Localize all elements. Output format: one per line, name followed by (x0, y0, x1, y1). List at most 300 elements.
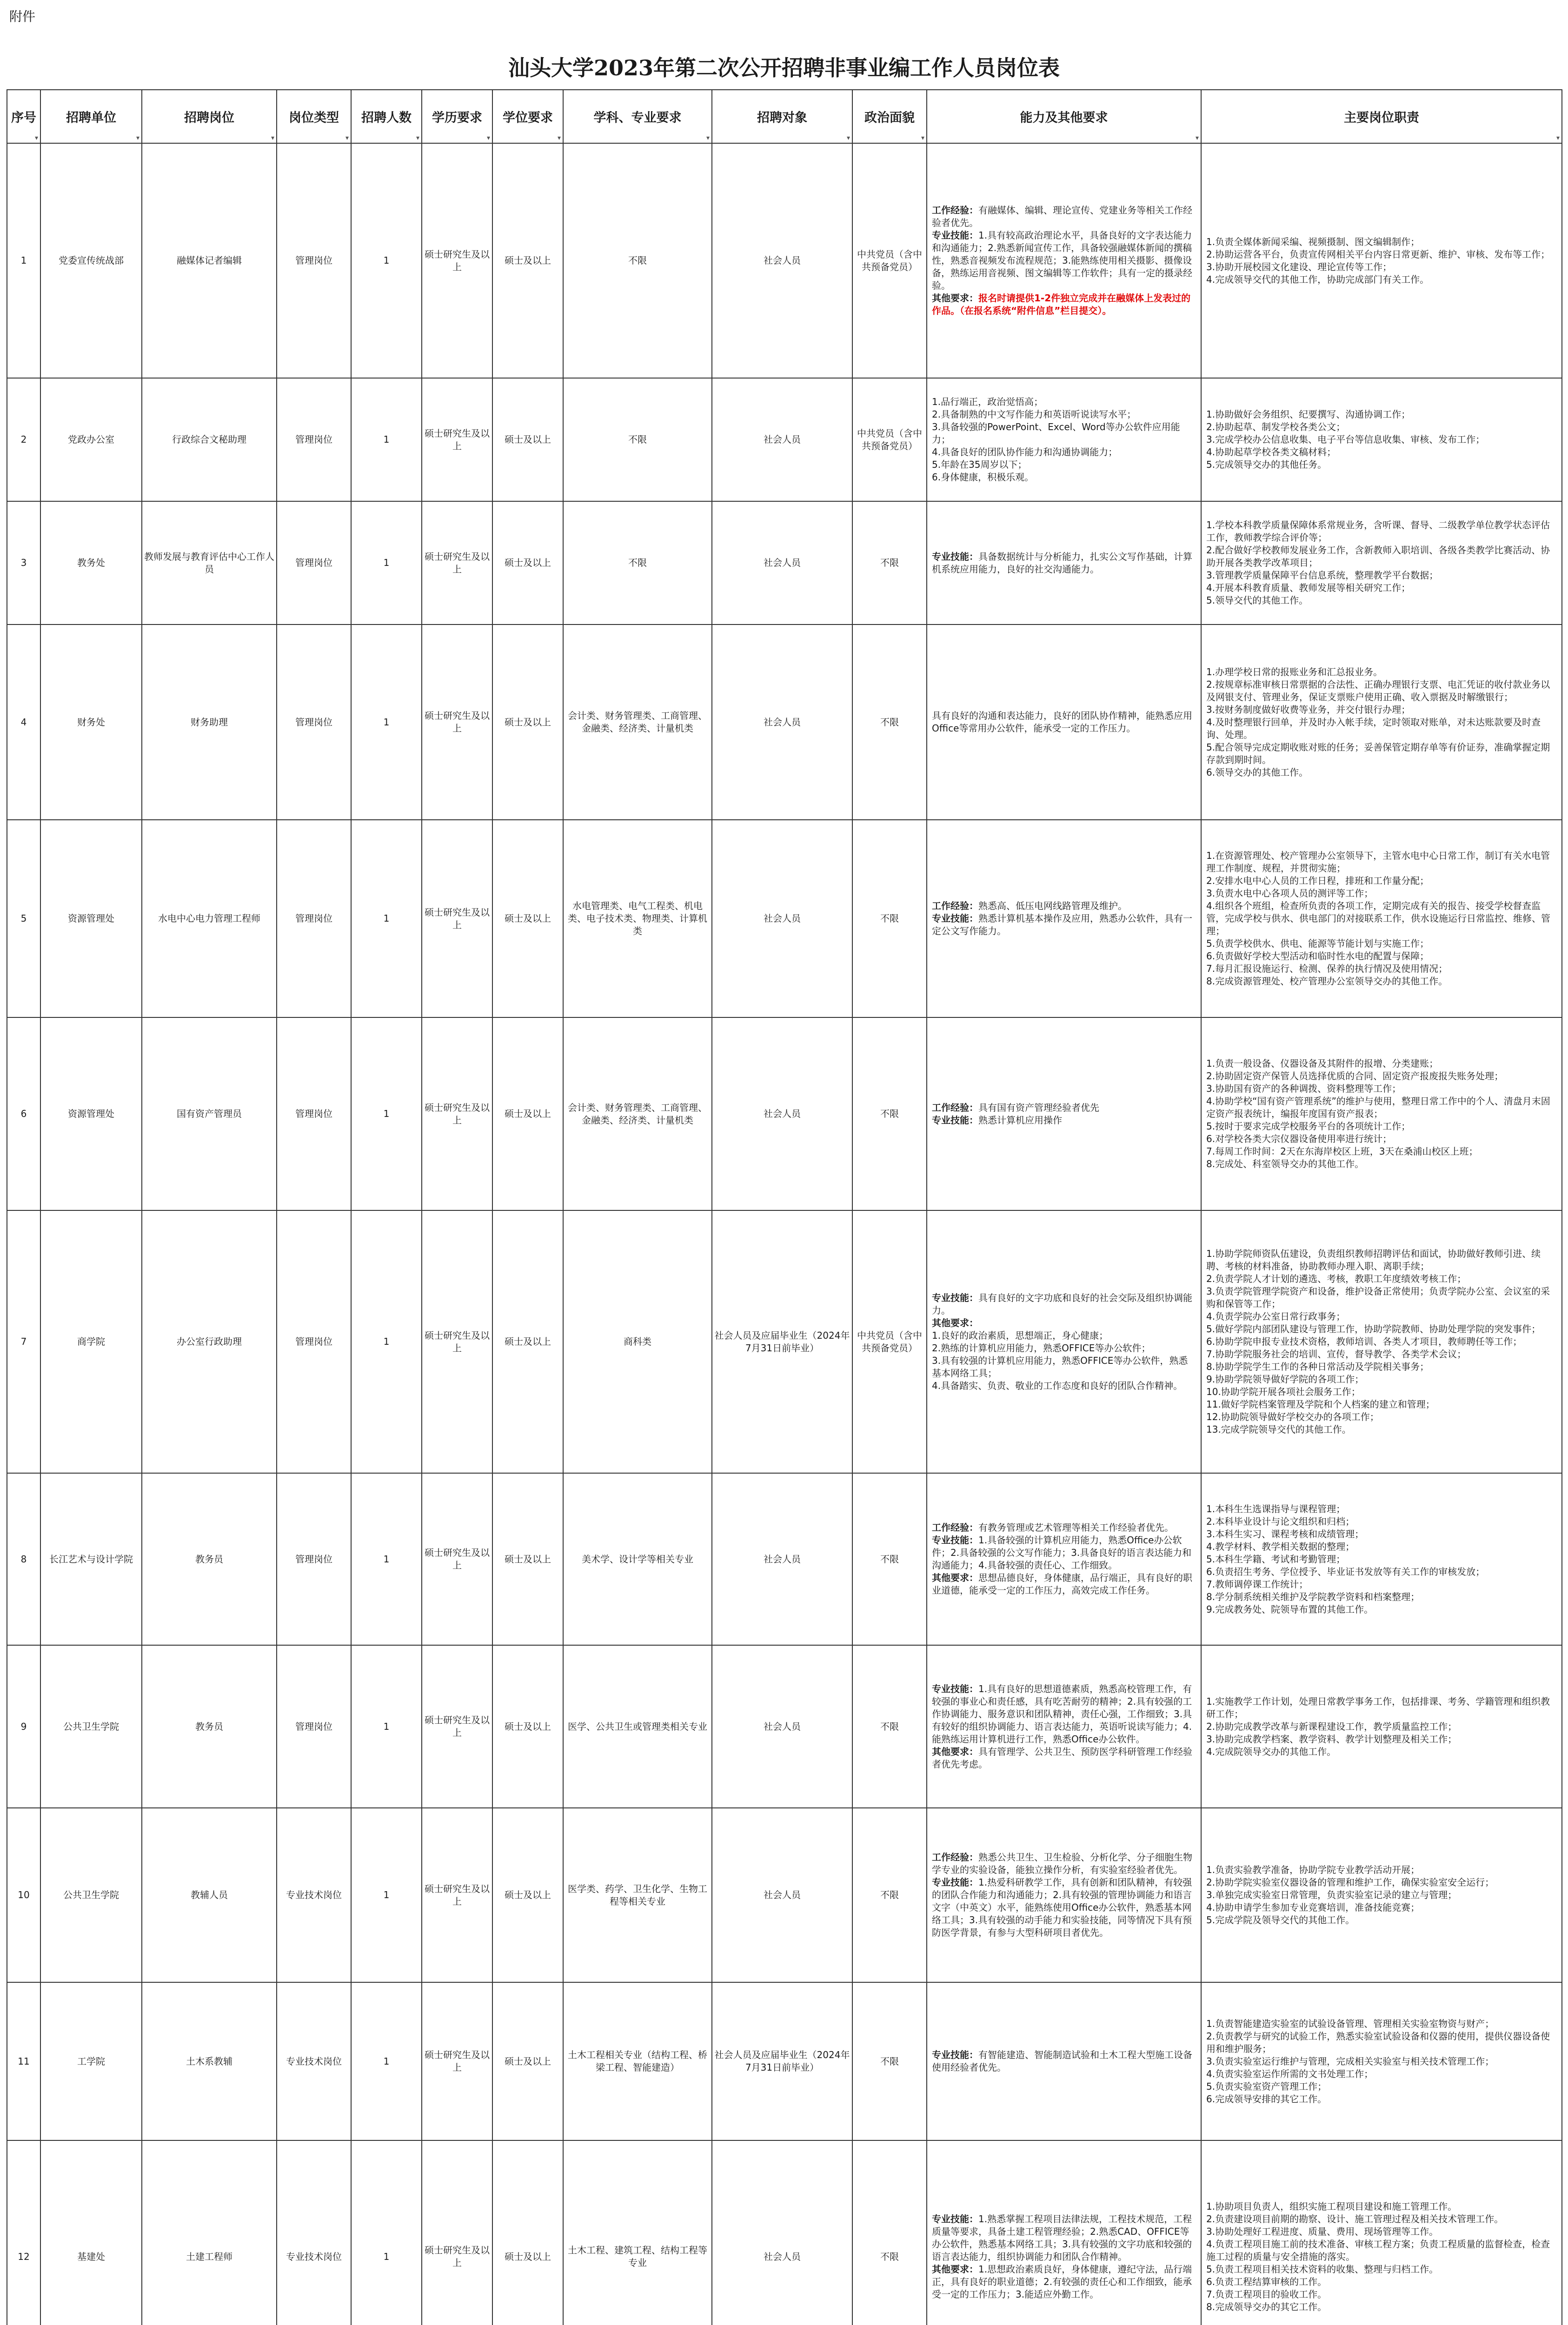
duty-line: 3.协助国有资产的各种调拨、资料整理等工作； (1206, 1083, 1402, 1094)
requirement-line (932, 1572, 1196, 1597)
cell-type[interactable]: 管理岗位 (277, 143, 351, 378)
requirement-text: 1.具有较高政治理论水平，具备良好的文字表达能力和沟通能力；2.熟悉新闻宣传工作，具备较强融媒体新闻的撰稿性，熟悉音视频发布流程规范；3.能熟练使用相关摄影、摄像设备，熟练运用音视频、图文编辑等工作软件；具有一定的摄录经验。 (932, 230, 1192, 291)
requirement-label: 专业技能： (932, 1292, 978, 1303)
cell-target[interactable]: 社会人员 (712, 143, 852, 378)
duty-line: 5.领导交代的其他工作。 (1206, 595, 1309, 606)
requirement-text: 1.熟悉掌握工程项目法律法规，工程技术规范，工程质量等要求，具备土建工程管理经验；2.熟悉CAD、OFFICE等办公软件，熟悉基本网络工具；3.具有较强的文字功底和较强的语言表达能力，组织协调能力和团队合作精神。 (932, 2213, 1192, 2262)
requirement-line (932, 1380, 1196, 1392)
cell-politics[interactable]: 不限 (852, 1473, 927, 1645)
duty-line: 13.完成学院领导交代的其他工作。 (1206, 1424, 1351, 1435)
duty-line: 1.负责实验教学准备，协助学院专业教学活动开展； (1206, 1864, 1420, 1875)
duty-line: 5.本科生学籍、考试和考勤管理； (1206, 1553, 1346, 1565)
cell-duties[interactable] (1201, 1982, 1562, 2140)
cell-politics[interactable]: 中共党员（含中共预备党员） (852, 1210, 927, 1473)
duty-line: 2.协助运营各平台，负责宣传网相关平台内容日常更新、维护、审核、发布等工作； (1206, 248, 1550, 260)
cell-requirements[interactable] (927, 624, 1201, 820)
filter-dropdown-icon[interactable]: ▾ (34, 134, 38, 142)
cell-requirements[interactable] (927, 1017, 1201, 1210)
duty-line: 1.在资源管理处、校产管理办公室领导下，主管水电中心日常工作，制订有关水电管理工作制度、规程，并贯彻实施； (1206, 850, 1550, 874)
requirement-text: 6.身体健康，积极乐观。 (932, 472, 1034, 483)
duty-line: 6.完成领导安排的其它工作。 (1206, 2093, 1327, 2105)
cell-post[interactable]: 融媒体记者编辑 (142, 143, 277, 378)
cell-education[interactable]: 硕士研究生及以上 (422, 501, 492, 624)
cell-education[interactable]: 硕士研究生及以上 (422, 624, 492, 820)
cell-count[interactable]: 1 (351, 501, 422, 624)
cell-education[interactable]: 硕士研究生及以上 (422, 1210, 492, 1473)
cell-requirements[interactable] (927, 820, 1201, 1017)
filter-dropdown-icon[interactable]: ▾ (1556, 134, 1560, 142)
duty-line: 4.及时整理银行回单，并及时办入帐手续，定时领取对账单，对未达账款要及时查询、处理。 (1206, 716, 1541, 740)
requirement-text: 具有管理学、公共卫生、预防医学科研管理工作经验者优先考虑。 (932, 1746, 1192, 1770)
cell-education[interactable]: 硕士研究生及以上 (422, 1473, 492, 1645)
cell-unit[interactable]: 公共卫生学院 (40, 1808, 142, 1982)
requirement-line (932, 551, 1196, 576)
requirement-line (932, 1292, 1196, 1317)
col-header-degree[interactable]: 学位要求 ▾ (492, 90, 563, 143)
requirement-line (932, 1102, 1196, 1114)
duty-line: 3.协助完成教学档案、教学资料、教学计划整理及相关工作； (1206, 1733, 1457, 1745)
filter-dropdown-icon[interactable]: ▾ (557, 134, 561, 142)
cell-target[interactable]: 社会人员 (712, 624, 852, 820)
duty-line: 5.负责工程项目相关技术资料的收集、整理与归档工作。 (1206, 2263, 1439, 2275)
cell-type[interactable]: 管理岗位 (277, 1645, 351, 1808)
cell-education[interactable]: 硕士研究生及以上 (422, 1017, 492, 1210)
cell-major[interactable]: 土木工程相关专业（结构工程、桥梁工程、智能建造） (563, 1982, 712, 2140)
col-header-education[interactable]: 学历要求 ▾ (422, 90, 492, 143)
cell-count[interactable]: 1 (351, 1645, 422, 1808)
duty-line: 1.办理学校日常的报账业务和汇总报业务。 (1206, 666, 1383, 678)
cell-duties[interactable] (1201, 1473, 1562, 1645)
duty-line: 2.协助固定资产保管人员选择优质的合同、固定资产报废报失账务处理； (1206, 1070, 1504, 1082)
cell-duties[interactable] (1201, 143, 1562, 378)
col-header-major[interactable]: 学科、专业要求 ▾ (563, 90, 712, 143)
cell-politics[interactable]: 不限 (852, 1017, 927, 1210)
cell-duties[interactable] (1201, 378, 1562, 501)
cell-duties[interactable] (1201, 1645, 1562, 1808)
cell-politics[interactable]: 不限 (852, 820, 927, 1017)
duty-line: 1.负责智能建造实验室的试验设备管理、管理相关实验室物资与财产； (1206, 2018, 1495, 2029)
cell-major[interactable]: 会计类、财务管理类、工商管理、金融类、经济类、计量机类 (563, 1017, 712, 1210)
duty-line: 3.协助处理好工程进度、质量、费用、现场管理等工作。 (1206, 2225, 1439, 2237)
duty-line: 1.实施教学工作计划，处理日常教学事务工作，包括排课、考务、学籍管理和组织教研工作； (1206, 1695, 1550, 1720)
duty-line: 10.协助学院开展各项社会服务工作； (1206, 1386, 1361, 1397)
cell-unit[interactable]: 商学院 (40, 1210, 142, 1473)
cell-major[interactable]: 美术学、设计学等相关专业 (563, 1473, 712, 1645)
cell-post[interactable]: 教师发展与教育评估中心工作人员 (142, 501, 277, 624)
requirement-text: 报名时请提供1-2件独立完成并在融媒体上发表过的作品。（在报名系统“附件信息”栏目提交）。 (932, 292, 1191, 316)
cell-post[interactable]: 教务员 (142, 1473, 277, 1645)
cell-post[interactable]: 行政综合文秘助理 (142, 378, 277, 501)
cell-degree[interactable]: 硕士及以上 (492, 1645, 563, 1808)
col-header-no[interactable]: 序号 ▾ (7, 90, 40, 143)
cell-requirements[interactable] (927, 1473, 1201, 1645)
duty-line: 4.完成院领导交办的其他工作。 (1206, 1746, 1336, 1757)
requirement-label: 专业技能： (932, 2049, 978, 2060)
requirement-line (932, 1355, 1196, 1380)
filter-dropdown-icon[interactable]: ▾ (416, 134, 419, 142)
cell-type[interactable]: 专业技术岗位 (277, 1808, 351, 1982)
table-row (7, 378, 1562, 501)
cell-unit[interactable]: 教务处 (40, 501, 142, 624)
col-header-target[interactable]: 招聘对象 ▾ (712, 90, 852, 143)
cell-count[interactable]: 1 (351, 1210, 422, 1473)
cell-post[interactable]: 土建工程师 (142, 2140, 277, 2325)
cell-requirements[interactable] (927, 1982, 1201, 2140)
filter-dropdown-icon[interactable]: ▾ (345, 134, 349, 142)
cell-politics[interactable]: 不限 (852, 501, 927, 624)
duty-line: 4.开展本科教育质量、教师发展等相关研究工作； (1206, 582, 1411, 593)
cell-major[interactable]: 不限 (563, 378, 712, 501)
duty-line: 7.每月汇报设施运行、检测、保养的执行情况及使用情况； (1206, 963, 1448, 974)
requirement-line (932, 2213, 1196, 2263)
col-header-politics[interactable]: 政治面貌 ▾ (852, 90, 927, 143)
requirement-text: 具备数据统计与分析能力，扎实公文写作基础，计算机系统应用能力，良好的社交沟通能力。 (932, 551, 1192, 575)
requirement-label: 专业技能： (932, 230, 978, 241)
cell-politics[interactable]: 不限 (852, 1982, 927, 2140)
cell-count[interactable]: 1 (351, 624, 422, 820)
requirement-line (932, 1683, 1196, 1746)
table-row (7, 820, 1562, 1017)
cell-degree[interactable]: 硕士及以上 (492, 143, 563, 378)
duty-line: 4.负责实验室运作所需的文书处理工作； (1206, 2068, 1374, 2079)
requirement-line (932, 710, 1196, 735)
cell-major[interactable]: 土木工程、建筑工程、结构工程等专业 (563, 2140, 712, 2325)
duty-line: 1.本科生生选课指导与课程管理； (1206, 1503, 1346, 1515)
cell-politics[interactable]: 中共党员（含中共预备党员） (852, 143, 927, 378)
requirement-label: 其他要求： (932, 292, 978, 304)
duty-line: 4.负责学院办公室日常行政事务； (1206, 1311, 1346, 1322)
cell-no[interactable]: 7 (7, 1210, 40, 1473)
cell-type[interactable]: 管理岗位 (277, 1210, 351, 1473)
duty-line: 1.负责全媒体新闻采编、视频摄制、图文编辑制作； (1206, 236, 1420, 247)
cell-target[interactable]: 社会人员 (712, 1645, 852, 1808)
cell-politics[interactable]: 不限 (852, 1808, 927, 1982)
duty-line: 2.负责建设项目前期的勘察、设计、施工管理过程及相关技术管理工作。 (1206, 2213, 1504, 2225)
cell-major[interactable]: 水电管理类、电气工程类、机电类、电子技术类、物理类、计算机类 (563, 820, 712, 1017)
col-header-duties[interactable]: 主要岗位职责 ▾ (1201, 90, 1562, 143)
cell-education[interactable]: 硕士研究生及以上 (422, 1808, 492, 1982)
requirement-text: 1.具备较强的计算机应用能力，熟悉Office办公软件；2.具备较强的公文写作能力；3.具备良好的语言表达能力和沟通能力；4.具备较强的责任心、工作细致。 (932, 1534, 1192, 1571)
duty-line: 12.协助院领导做好学校交办的各项工作； (1206, 1411, 1379, 1422)
cell-count[interactable]: 1 (351, 2140, 422, 2325)
cell-target[interactable]: 社会人员 (712, 501, 852, 624)
cell-duties[interactable] (1201, 1017, 1562, 1210)
cell-target[interactable]: 社会人员及应届毕业生（2024年7月31日前毕业） (712, 1210, 852, 1473)
cell-degree[interactable]: 硕士及以上 (492, 1473, 563, 1645)
cell-post[interactable]: 土木系教辅 (142, 1982, 277, 2140)
requirement-text: 3.具有较强的计算机应用能力，熟悉OFFICE等办公软件，熟悉基本网络工具； (932, 1355, 1188, 1379)
table-row (7, 624, 1562, 820)
duty-line: 5.负责实验室资产管理工作； (1206, 2080, 1327, 2092)
cell-duties[interactable] (1201, 2140, 1562, 2325)
cell-type[interactable]: 管理岗位 (277, 1017, 351, 1210)
requirement-line (932, 446, 1196, 458)
requirement-line (932, 1521, 1196, 1534)
duty-line: 2.按规章标准审核日常票据的合法性、正确办理银行支票、电汇凭证的收付款业务以及网银支付、管理业务，保证支票账户使用正确、收入票据及时解缴银行； (1206, 678, 1550, 703)
requirement-text: 2.熟练的计算机应用能力，熟悉OFFICE等办公软件； (932, 1342, 1151, 1354)
cell-requirements[interactable] (927, 1210, 1201, 1473)
requirement-text: 4.具备踏实、负责、敬业的工作态度和良好的团队合作精神。 (932, 1380, 1183, 1391)
requirement-line (932, 471, 1196, 484)
requirement-label: 专业技能： (932, 551, 978, 562)
cell-type[interactable]: 管理岗位 (277, 820, 351, 1017)
cell-major[interactable]: 医学、公共卫生或管理类相关专业 (563, 1645, 712, 1808)
cell-no[interactable]: 12 (7, 2140, 40, 2325)
requirement-text: 熟悉高、低压电网线路管理及维护。 (978, 900, 1127, 911)
requirement-line (932, 458, 1196, 471)
requirement-label: 工作经验： (932, 1522, 978, 1533)
col-header-count[interactable]: 招聘人数 ▾ (351, 90, 422, 143)
duty-line: 2.本科毕业设计与论文组织和归档； (1206, 1515, 1355, 1527)
table-row (7, 1473, 1562, 1645)
cell-type[interactable]: 管理岗位 (277, 624, 351, 820)
cell-type[interactable]: 管理岗位 (277, 1473, 351, 1645)
duty-line: 8.完成资源管理处、校产管理办公室领导交办的其他工作。 (1206, 976, 1448, 987)
cell-degree[interactable]: 硕士及以上 (492, 378, 563, 501)
duty-line: 6.领导交办的其他工作。 (1206, 766, 1309, 778)
requirement-line (932, 2049, 1196, 2074)
cell-duties[interactable] (1201, 624, 1562, 820)
requirement-line (932, 1534, 1196, 1572)
cell-requirements[interactable] (927, 1808, 1201, 1982)
requirement-label: 专业技能： (932, 1534, 978, 1546)
duty-line: 3.负责学院管理学院资产和设备，维护设备正常使用；负责学院办公室、会议室的采购和保管等工作； (1206, 1286, 1550, 1309)
cell-target[interactable]: 社会人员 (712, 378, 852, 501)
cell-count[interactable]: 1 (351, 1982, 422, 2140)
cell-requirements[interactable] (927, 143, 1201, 378)
duty-line: 3.按财务制度做好收费等业务，并交付银行办理； (1206, 704, 1411, 715)
cell-education[interactable]: 硕士研究生及以上 (422, 378, 492, 501)
cell-duties[interactable] (1201, 501, 1562, 624)
duty-line: 2.负责教学与研究的试验工作，熟悉实验室试验设备和仪器的使用，提供仪器设备使用和维护服务； (1206, 2030, 1550, 2054)
requirement-line (932, 1329, 1196, 1342)
cell-duties[interactable] (1201, 820, 1562, 1017)
table-row (7, 1982, 1562, 2140)
table-header-row (7, 90, 1562, 143)
cell-degree[interactable]: 硕士及以上 (492, 820, 563, 1017)
cell-no[interactable]: 10 (7, 1808, 40, 1982)
duty-line: 1.协助学院师资队伍建设，负责组织教师招聘评估和面试，协助做好教师引进、续聘、考核的材料准备，协助教师办理入职、离职手续； (1206, 1248, 1541, 1272)
cell-major[interactable]: 不限 (563, 501, 712, 624)
cell-no[interactable]: 8 (7, 1473, 40, 1645)
duty-line: 5.做好学院内部团队建设与管理工作，协助学院教师、协助处理学院的突发事件； (1206, 1323, 1541, 1335)
cell-unit[interactable]: 资源管理处 (40, 1017, 142, 1210)
requirement-text: 熟悉计算机应用操作 (978, 1114, 1062, 1126)
cell-target[interactable]: 社会人员 (712, 1473, 852, 1645)
requirement-label: 其他要求： (932, 1746, 978, 1757)
table-body (7, 143, 1562, 2325)
cell-unit[interactable]: 财务处 (40, 624, 142, 820)
cell-unit[interactable]: 公共卫生学院 (40, 1645, 142, 1808)
cell-major[interactable]: 商科类 (563, 1210, 712, 1473)
requirement-line (932, 408, 1196, 421)
requirement-text: 1.良好的政治素质，思想端正，身心健康； (932, 1329, 1109, 1341)
duty-line: 6.负责工程结算审核的工作。 (1206, 2276, 1327, 2287)
duty-line: 8.完成处、科室领导交办的其他工作。 (1206, 1158, 1364, 1169)
cell-major[interactable]: 不限 (563, 143, 712, 378)
duty-line: 4.完成领导交代的其他工作，协助完成部门有关工作。 (1206, 273, 1429, 285)
cell-requirements[interactable] (927, 378, 1201, 501)
filter-dropdown-icon[interactable]: ▾ (271, 134, 274, 142)
requirement-line (932, 1114, 1196, 1127)
cell-type[interactable]: 管理岗位 (277, 501, 351, 624)
cell-education[interactable]: 硕士研究生及以上 (422, 2140, 492, 2325)
duty-line: 2.协助完成教学改革与新课程建设工作，教学质量监控工作； (1206, 1720, 1457, 1732)
attachment-label: 附件 (9, 9, 36, 24)
requirement-label: 专业技能： (932, 913, 978, 924)
cell-degree[interactable]: 硕士及以上 (492, 1210, 563, 1473)
duty-line: 6.协助学院申报专业技术资格，教师培训、各类人才项目，教师聘任等工作； (1206, 1336, 1522, 1347)
cell-type[interactable]: 专业技术岗位 (277, 1982, 351, 2140)
requirement-line (932, 421, 1196, 446)
cell-count[interactable]: 1 (351, 1808, 422, 1982)
requirement-text: 具有良好的文字功底和良好的社会交际及组织协调能力。 (932, 1292, 1192, 1316)
cell-target[interactable]: 社会人员 (712, 820, 852, 1017)
col-header-unit[interactable]: 招聘单位 ▾ (40, 90, 142, 143)
cell-degree[interactable]: 硕士及以上 (492, 624, 563, 820)
duty-line: 5.负责学校供水、供电、能源等节能计划与实施工作； (1206, 938, 1429, 949)
duty-line: 7.教师调停课工作统计； (1206, 1578, 1309, 1590)
requirement-line (932, 292, 1196, 317)
cell-post[interactable]: 财务助理 (142, 624, 277, 820)
table-row (7, 1808, 1562, 1982)
cell-duties[interactable] (1201, 1210, 1562, 1473)
duty-line: 2.安排水电中心人员的工作日程，排班和工作量分配； (1206, 875, 1429, 886)
cell-unit[interactable]: 党政办公室 (40, 378, 142, 501)
cell-education[interactable]: 硕士研究生及以上 (422, 820, 492, 1017)
filter-dropdown-icon[interactable]: ▾ (846, 134, 850, 142)
cell-count[interactable]: 1 (351, 820, 422, 1017)
duty-line: 2.负责学院人才计划的遴选、考核，教职工年度绩效考核工作； (1206, 1273, 1467, 1284)
cell-target[interactable]: 社会人员 (712, 1808, 852, 1982)
cell-no[interactable]: 3 (7, 501, 40, 624)
col-header-post[interactable]: 招聘岗位 ▾ (142, 90, 277, 143)
cell-education[interactable]: 硕士研究生及以上 (422, 143, 492, 378)
duty-line: 1.负责一般设备、仪器设备及其附件的报增、分类建账； (1206, 1058, 1439, 1069)
filter-dropdown-icon[interactable]: ▾ (706, 134, 710, 142)
cell-count[interactable]: 1 (351, 1017, 422, 1210)
duty-line: 3.负责水电中心各项人员的测评等工作； (1206, 888, 1374, 899)
requirement-text: 具有国有资产管理经验者优先 (978, 1102, 1099, 1113)
cell-no[interactable]: 2 (7, 378, 40, 501)
cell-unit[interactable]: 基建处 (40, 2140, 142, 2325)
cell-no[interactable]: 6 (7, 1017, 40, 1210)
filter-dropdown-icon[interactable]: ▾ (1195, 134, 1199, 142)
cell-requirements[interactable] (927, 501, 1201, 624)
table-row (7, 143, 1562, 378)
cell-no[interactable]: 4 (7, 624, 40, 820)
cell-degree[interactable]: 硕士及以上 (492, 1982, 563, 2140)
cell-requirements[interactable] (927, 2140, 1201, 2325)
cell-post[interactable]: 教辅人员 (142, 1808, 277, 1982)
cell-target[interactable]: 社会人员 (712, 1017, 852, 1210)
duty-line: 7.负责工程项目的验收工作。 (1206, 2288, 1327, 2300)
table-row (7, 501, 1562, 624)
duty-line: 8.协助学院学生工作的各种日常活动及学院相关事务； (1206, 1361, 1429, 1372)
cell-politics[interactable]: 中共党员（含中共预备党员） (852, 378, 927, 501)
cell-unit[interactable]: 资源管理处 (40, 820, 142, 1017)
cell-education[interactable]: 硕士研究生及以上 (422, 1645, 492, 1808)
page-title: 汕头大学2023年第二次公开招聘非事业编工作人员岗位表 (508, 55, 1060, 80)
table-row (7, 1017, 1562, 1210)
duty-line: 1.学校本科教学质量保障体系常规业务，含听课、督导、二级教学单位教学状态评估工作，教师教学综合评价等； (1206, 519, 1550, 543)
cell-duties[interactable] (1201, 1808, 1562, 1982)
cell-post[interactable]: 水电中心电力管理工程师 (142, 820, 277, 1017)
cell-degree[interactable]: 硕士及以上 (492, 1808, 563, 1982)
cell-unit[interactable]: 工学院 (40, 1982, 142, 2140)
filter-dropdown-icon[interactable]: ▾ (136, 134, 140, 142)
duty-line: 1.协助做好会务组织、纪要撰写、沟通协调工作； (1206, 409, 1411, 420)
cell-target[interactable]: 社会人员及应届毕业生（2024年7月31日前毕业） (712, 1982, 852, 2140)
cell-politics[interactable]: 不限 (852, 2140, 927, 2325)
requirement-text: 5.年龄在35周岁以下； (932, 459, 1027, 470)
cell-major[interactable]: 医学类、药学、卫生化学、生物工程等相关专业 (563, 1808, 712, 1982)
duty-line: 3.单独完成实验室日常管理，负责实验室记录的建立与管理； (1206, 1889, 1457, 1900)
cell-degree[interactable]: 硕士及以上 (492, 501, 563, 624)
cell-education[interactable]: 硕士研究生及以上 (422, 1982, 492, 2140)
requirement-text: 思想品德良好，身体健康，品行端正，具有良好的职业道德，能承受一定的工作压力，高效完成工作任务。 (932, 1572, 1192, 1596)
cell-post[interactable]: 教务员 (142, 1645, 277, 1808)
duty-line: 3.协助开展校园文化建设、理论宣传等工作； (1206, 261, 1392, 272)
requirement-label: 工作经验： (932, 205, 978, 216)
col-header-type[interactable]: 岗位类型 ▾ (277, 90, 351, 143)
cell-no[interactable]: 5 (7, 820, 40, 1017)
duty-line: 9.协助学院领导做好学院的各项工作； (1206, 1374, 1364, 1385)
duty-line: 4.负责工程项目施工前的技术准备、审核工程方案；负责工程质量的监督检查，检查施工过程的质量与安全措施的落实。 (1206, 2238, 1550, 2262)
cell-no[interactable]: 11 (7, 1982, 40, 2140)
duty-line: 3.本科生实习、课程考核和成绩管理； (1206, 1528, 1364, 1540)
cell-post[interactable]: 国有资产管理员 (142, 1017, 277, 1210)
requirement-text: 有教务管理或艺术管理等相关工作经验者优先。 (978, 1522, 1174, 1533)
table-row (7, 2140, 1562, 2325)
cell-count[interactable]: 1 (351, 143, 422, 378)
filter-dropdown-icon[interactable]: ▾ (921, 134, 924, 142)
duty-line: 3.管理教学质量保障平台信息系统，整理教学平台数据； (1206, 570, 1439, 581)
requirement-text: 4.具备良好的团队协作能力和沟通协调能力； (932, 446, 1118, 458)
duty-line: 5.按时于要求完成学校服务平台的各项统计工作； (1206, 1121, 1411, 1132)
cell-unit[interactable]: 长江艺术与设计学院 (40, 1473, 142, 1645)
cell-count[interactable]: 1 (351, 1473, 422, 1645)
table-row (7, 1645, 1562, 1808)
duty-line: 5.完成领导交办的其他任务。 (1206, 459, 1327, 470)
cell-politics[interactable]: 不限 (852, 1645, 927, 1808)
requirement-label: 专业技能： (932, 1114, 978, 1126)
cell-type[interactable]: 管理岗位 (277, 378, 351, 501)
cell-requirements[interactable] (927, 1645, 1201, 1808)
cell-politics[interactable]: 不限 (852, 624, 927, 820)
requirement-line (932, 900, 1196, 912)
col-header-requirements[interactable]: 能力及其他要求 ▾ (927, 90, 1201, 143)
cell-post[interactable]: 办公室行政助理 (142, 1210, 277, 1473)
duty-line: 7.协助学院服务社会的培训、宣传，督导教学、各类学术会议； (1206, 1348, 1467, 1360)
cell-degree[interactable]: 硕士及以上 (492, 2140, 563, 2325)
duty-line: 2.协助起草、制发学校各类公文； (1206, 421, 1346, 432)
duty-line: 4.组织各个班组，检查所负责的各项工作，定期完成有关的报告、接受学校督查监管，完成学校与供水、供电部门的对接联系工作，供水设施运行日常监控、维修、管理； (1206, 900, 1550, 937)
cell-count[interactable]: 1 (351, 378, 422, 501)
duty-line: 8.完成领导交办的其它工作。 (1206, 2301, 1327, 2312)
cell-no[interactable]: 1 (7, 143, 40, 378)
requirement-label: 专业技能： (932, 1683, 978, 1694)
cell-no[interactable]: 9 (7, 1645, 40, 1808)
duty-line: 3.负责实验室运行维护与管理，完成相关实验室与相关技术管理工作； (1206, 2055, 1495, 2067)
duty-line: 7.每周工作时间：2天在东海岸校区上班，3天在桑浦山校区上班； (1206, 1146, 1478, 1157)
cell-target[interactable]: 社会人员 (712, 2140, 852, 2325)
cell-type[interactable]: 专业技术岗位 (277, 2140, 351, 2325)
filter-dropdown-icon[interactable]: ▾ (486, 134, 490, 142)
cell-unit[interactable]: 党委宣传统战部 (40, 143, 142, 378)
cell-major[interactable]: 会计类、财务管理类、工商管理、金融类、经济类、计量机类 (563, 624, 712, 820)
cell-degree[interactable]: 硕士及以上 (492, 1017, 563, 1210)
